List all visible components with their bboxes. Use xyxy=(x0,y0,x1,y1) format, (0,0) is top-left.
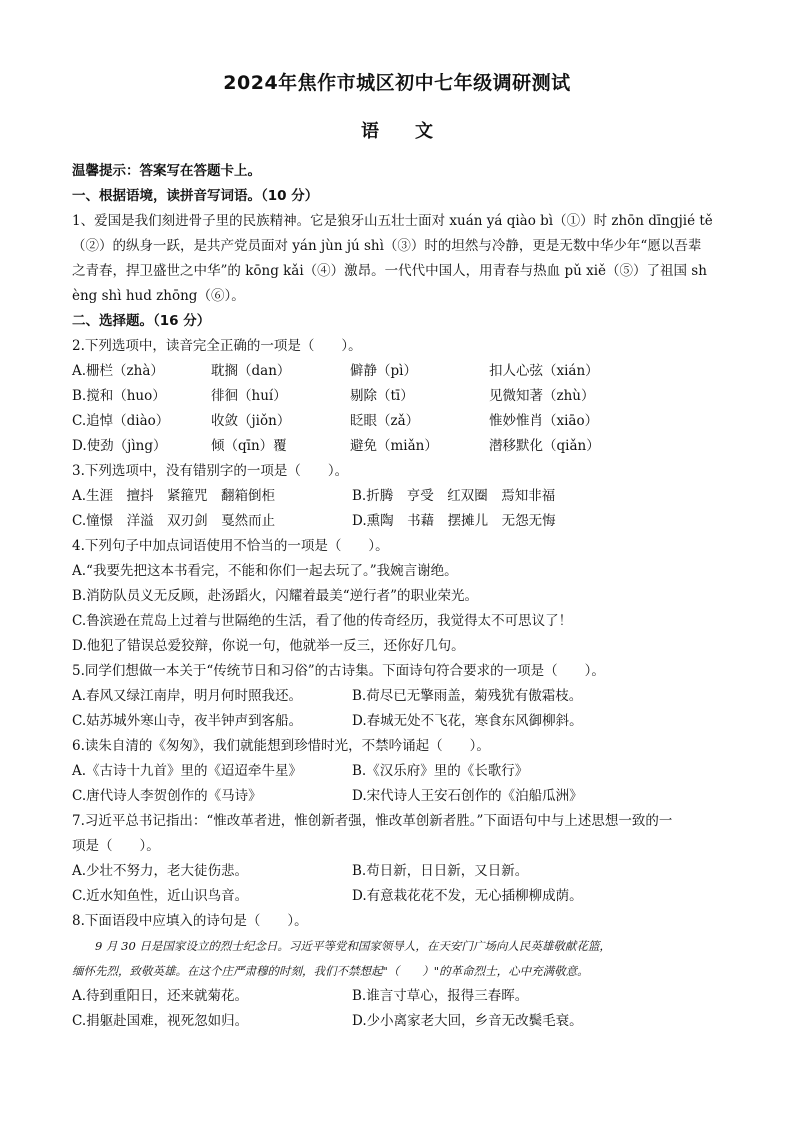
option-row xyxy=(72,1009,722,1034)
question-4 xyxy=(72,534,722,659)
question-1-line: 1、爱国是我们刻进骨子里的民族精神。它是狼牙山五壮士面对 xuán yá qiào bì（①）时 zhōn dīngjié tě xyxy=(72,213,713,229)
option-cell: 耽搁（dan） xyxy=(211,363,291,379)
question-7-stem: 项是（ ）。 xyxy=(72,838,160,854)
question-1-line: 之青春，捍卫盛世之中华”的 kōng kǎi（④）激昂。一代代中国人，用青春与热血 pǔ xiě（⑤）了祖国 sh xyxy=(72,263,707,279)
warm-tip: 温馨提示：答案写在答题卡上。 xyxy=(72,163,261,179)
option-cell: 见微知著（zhù） xyxy=(489,388,595,404)
question-3 xyxy=(72,459,722,534)
subject-heading xyxy=(72,117,722,143)
option-row xyxy=(72,434,722,459)
option-cell: 徘徊（huí） xyxy=(211,388,287,404)
question-8-passage xyxy=(72,934,722,984)
option-cell: C.憧憬 洋溢 双刃剑 戛然而止 xyxy=(72,513,276,529)
option-cell: 倾（qīn）覆 xyxy=(211,438,287,454)
option-line: A.“我要先把这本书看完，不能和你们一起去玩了。”我婉言谢绝。 xyxy=(72,563,458,579)
option-cell: B.谁言寸草心，报得三春晖。 xyxy=(352,988,529,1004)
question-6-stem: 6.读朱自清的《匆匆》，我们就能想到珍惜时光，不禁吟诵起（ ）。 xyxy=(72,738,490,754)
option-cell: 惟妙惟肖（xiāo） xyxy=(489,413,599,429)
option-row xyxy=(72,359,722,384)
option-cell: B.折腾 亨受 红双圈 焉知非福 xyxy=(352,488,556,504)
option-row xyxy=(72,409,722,434)
option-row xyxy=(72,484,722,509)
question-7-stem: 7.习近平总书记指出：“惟改革者进，惟创新者强，惟改革创新者胜。”下面语句中与上述思想一致的一 xyxy=(72,813,673,829)
option-cell: C.捐躯赴国难，视死忽如归。 xyxy=(72,1013,249,1029)
question-1-line: èng shì hud zhōng（⑥）。 xyxy=(72,288,245,304)
section2-heading: 二、选择题。（16 分） xyxy=(72,313,211,329)
section1-heading: 一、根据语境，读拼音写词语。（10 分） xyxy=(72,188,319,204)
option-cell: A.栅栏（zhà） xyxy=(72,363,164,379)
option-line: B.消防队员义无反顾，赴汤蹈火，闪耀着最美“逆行者”的职业荣光。 xyxy=(72,588,479,604)
option-cell: 僻静（pì） xyxy=(350,363,417,379)
option-cell: C.姑苏城外寒山寺，夜半钟声到客船。 xyxy=(72,713,303,729)
question-8 xyxy=(72,909,722,1034)
option-cell: B.苟日新，日日新，又日新。 xyxy=(352,863,529,879)
option-cell: D.熏陶 书藉 摆摊儿 无怨无悔 xyxy=(352,513,556,529)
option-row xyxy=(72,709,722,734)
option-cell: 收敛（jiǒn） xyxy=(211,413,291,429)
question-5-stem: 5.同学们想做一本关于“传统节日和习俗”的古诗集。下面诗句符合要求的一项是（ ）。 xyxy=(72,663,605,679)
option-cell: A.春风又绿江南岸，明月何时照我还。 xyxy=(72,688,303,704)
question-6 xyxy=(72,734,722,809)
subject-char-1: 语 xyxy=(361,121,379,142)
passage-line: 9 月 30 日是国家设立的烈士纪念日。习近平等党和国家领导人，在天安门广场向人民英雄敬献花篮， xyxy=(95,939,611,953)
question-1-line: （②）的纵身一跃，是共产党员面对 yán jùn jú shì（③）时的坦然与冷静，更是无数中华少年“愿以吾辈 xyxy=(72,238,702,254)
question-2 xyxy=(72,334,722,459)
option-cell: C.近水知鱼性，近山识鸟音。 xyxy=(72,888,249,904)
exam-title: 2024年焦作市城区初中七年级调研测试 xyxy=(223,72,571,94)
option-cell: 避免（miǎn） xyxy=(350,438,438,454)
option-cell: A.生涯 擅抖 紧箍咒 翻箱倒柜 xyxy=(72,488,276,504)
option-cell: D.宋代诗人王安石创作的《泊船瓜洲》 xyxy=(352,788,583,804)
option-cell: D.少小离家老大回，乡音无改鬓毛衰。 xyxy=(352,1013,583,1029)
option-cell: 潜移默化（qiǎn） xyxy=(489,438,600,454)
option-cell: C.唐代诗人李贺创作的《马诗》 xyxy=(72,788,262,804)
option-cell: 扣人心弦（xián） xyxy=(489,363,599,379)
option-row xyxy=(72,684,722,709)
option-row xyxy=(72,984,722,1009)
option-row xyxy=(72,759,722,784)
question-5 xyxy=(72,659,722,734)
option-row xyxy=(72,884,722,909)
option-cell: D.有意栽花花不发，无心插柳柳成荫。 xyxy=(352,888,583,904)
question-1 xyxy=(72,209,722,309)
option-cell: A.少壮不努力，老大徒伤悲。 xyxy=(72,863,249,879)
question-3-stem: 3.下列选项中，没有错别字的一项是（ ）。 xyxy=(72,463,349,479)
option-cell: D.使劲（jìng） xyxy=(72,438,167,454)
option-cell: D.春城无处不飞花，寒食东风御柳斜。 xyxy=(352,713,583,729)
option-line: D.他犯了错误总爱狡辩，你说一句，他就举一反三，还你好几句。 xyxy=(72,638,465,654)
option-row xyxy=(72,384,722,409)
option-cell: A.待到重阳日，还来就菊花。 xyxy=(72,988,249,1004)
option-cell: B.《汉乐府》里的《长歌行》 xyxy=(352,763,529,779)
option-row xyxy=(72,859,722,884)
option-cell: A.《古诗十九首》里的《迢迢牵牛星》 xyxy=(72,763,303,779)
option-line: C.鲁滨逊在荒岛上过着与世隔绝的生活，看了他的传奇经历，我觉得太不可思议了！ xyxy=(72,613,573,629)
option-row xyxy=(72,784,722,809)
option-row xyxy=(72,509,722,534)
option-cell: 眨眼（zǎ） xyxy=(350,413,420,429)
question-7 xyxy=(72,809,722,909)
option-cell: C.追悼（diào） xyxy=(72,413,170,429)
question-2-stem: 2.下列选项中，读音完全正确的一项是（ ）。 xyxy=(72,338,362,354)
passage-line: 缅怀先烈，致敬英雄。在这个庄严肃穆的时刻，我们不禁想起"（ ）"的革命烈士，心中充满敬意。 xyxy=(72,964,589,978)
option-cell: 剔除（tī） xyxy=(350,388,414,404)
option-cell: B.搅和（huo） xyxy=(72,388,166,404)
question-8-stem: 8.下面语段中应填入的诗句是（ ）。 xyxy=(72,913,308,929)
question-4-stem: 4.下列句子中加点词语使用不恰当的一项是（ ）。 xyxy=(72,538,389,554)
option-cell: B.荷尽已无擎雨盖，菊残犹有傲霜枝。 xyxy=(352,688,583,704)
subject-char-2: 文 xyxy=(415,121,433,142)
